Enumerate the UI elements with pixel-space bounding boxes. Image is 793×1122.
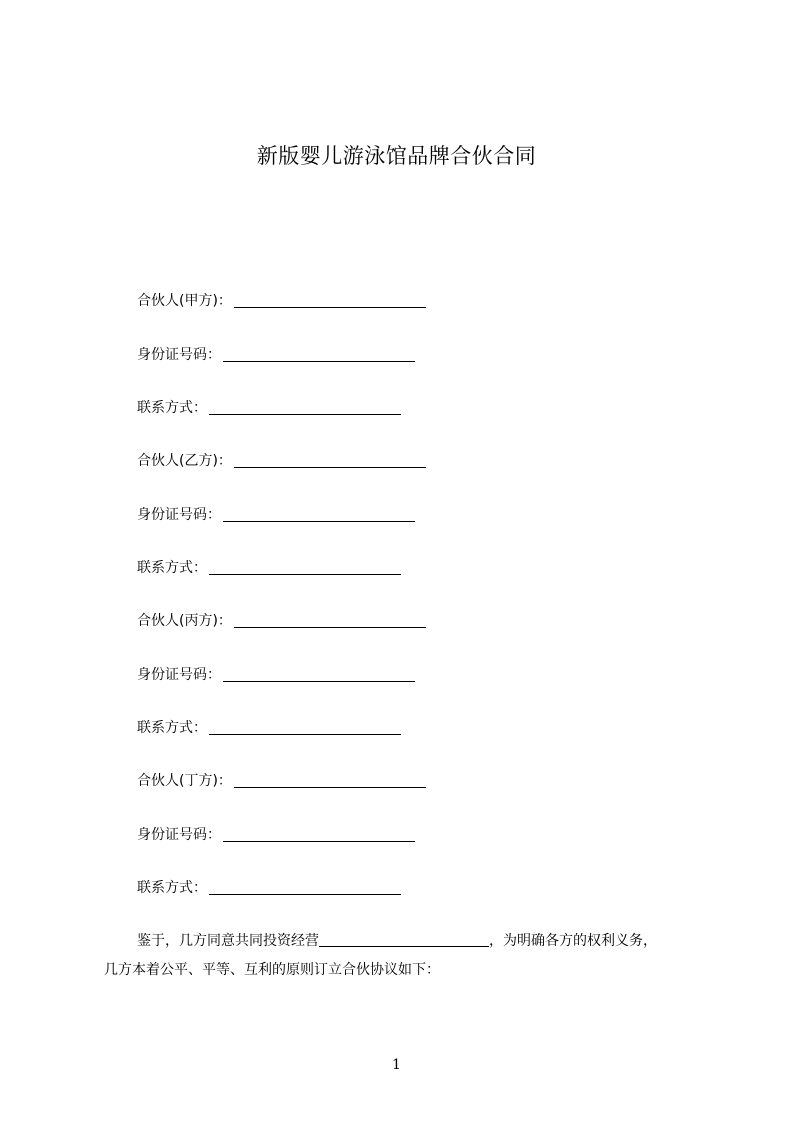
- party-c-name-field: [137, 611, 426, 631]
- party-c-id-field: [137, 665, 415, 685]
- party-c-id-blank[interactable]: [223, 667, 415, 682]
- party-b-name-field: [137, 451, 426, 471]
- business-name-blank[interactable]: [319, 932, 489, 947]
- party-b-id-blank[interactable]: [223, 507, 415, 522]
- page-number: 1: [392, 1057, 401, 1073]
- party-c-contact-label: 联系方式：: [137, 720, 207, 736]
- party-d-contact-field: [137, 878, 401, 898]
- party-a-contact-label: 联系方式：: [137, 400, 207, 416]
- party-d-name-blank[interactable]: [234, 773, 426, 788]
- party-b-name-blank[interactable]: [234, 453, 426, 468]
- party-d-id-field: [137, 825, 415, 845]
- preamble-line-2: 几方本着公平、平等、互利的原则订立合伙协议如下：: [104, 962, 440, 978]
- party-a-id-label: 身份证号码：: [137, 347, 221, 363]
- document-title: 新版婴儿游泳馆品牌合伙合同: [256, 144, 537, 168]
- party-b-id-label: 身份证号码：: [137, 507, 221, 523]
- party-d-name-field: [137, 771, 426, 791]
- party-d-id-label: 身份证号码：: [137, 827, 221, 843]
- party-a-id-field: [137, 345, 415, 365]
- party-a-id-blank[interactable]: [223, 347, 415, 362]
- party-b-id-field: [137, 505, 415, 525]
- party-c-contact-blank[interactable]: [209, 720, 401, 735]
- party-c-contact-field: [137, 718, 401, 738]
- party-b-contact-label: 联系方式：: [137, 560, 207, 576]
- party-a-contact-field: [137, 398, 401, 418]
- party-d-contact-label: 联系方式：: [137, 880, 207, 896]
- party-a-name-label: 合伙人(甲方)：: [137, 293, 232, 309]
- party-c-name-label: 合伙人(丙方)：: [137, 613, 232, 629]
- party-d-name-label: 合伙人(丁方)：: [137, 773, 232, 789]
- preamble-part-2: ，为明确各方的权利义务，: [489, 933, 657, 949]
- party-b-name-label: 合伙人(乙方)：: [137, 453, 232, 469]
- party-b-contact-blank[interactable]: [209, 560, 401, 575]
- party-c-name-blank[interactable]: [234, 613, 426, 628]
- party-a-name-blank[interactable]: [234, 293, 426, 308]
- party-b-contact-field: [137, 558, 401, 578]
- party-d-id-blank[interactable]: [223, 827, 415, 842]
- party-d-contact-blank[interactable]: [209, 880, 401, 895]
- party-c-id-label: 身份证号码：: [137, 667, 221, 683]
- party-a-contact-blank[interactable]: [209, 400, 401, 415]
- party-a-name-field: [137, 291, 426, 311]
- preamble-line-1: [137, 931, 757, 951]
- preamble-part-1: 鉴于，几方同意共同投资经营: [137, 933, 319, 949]
